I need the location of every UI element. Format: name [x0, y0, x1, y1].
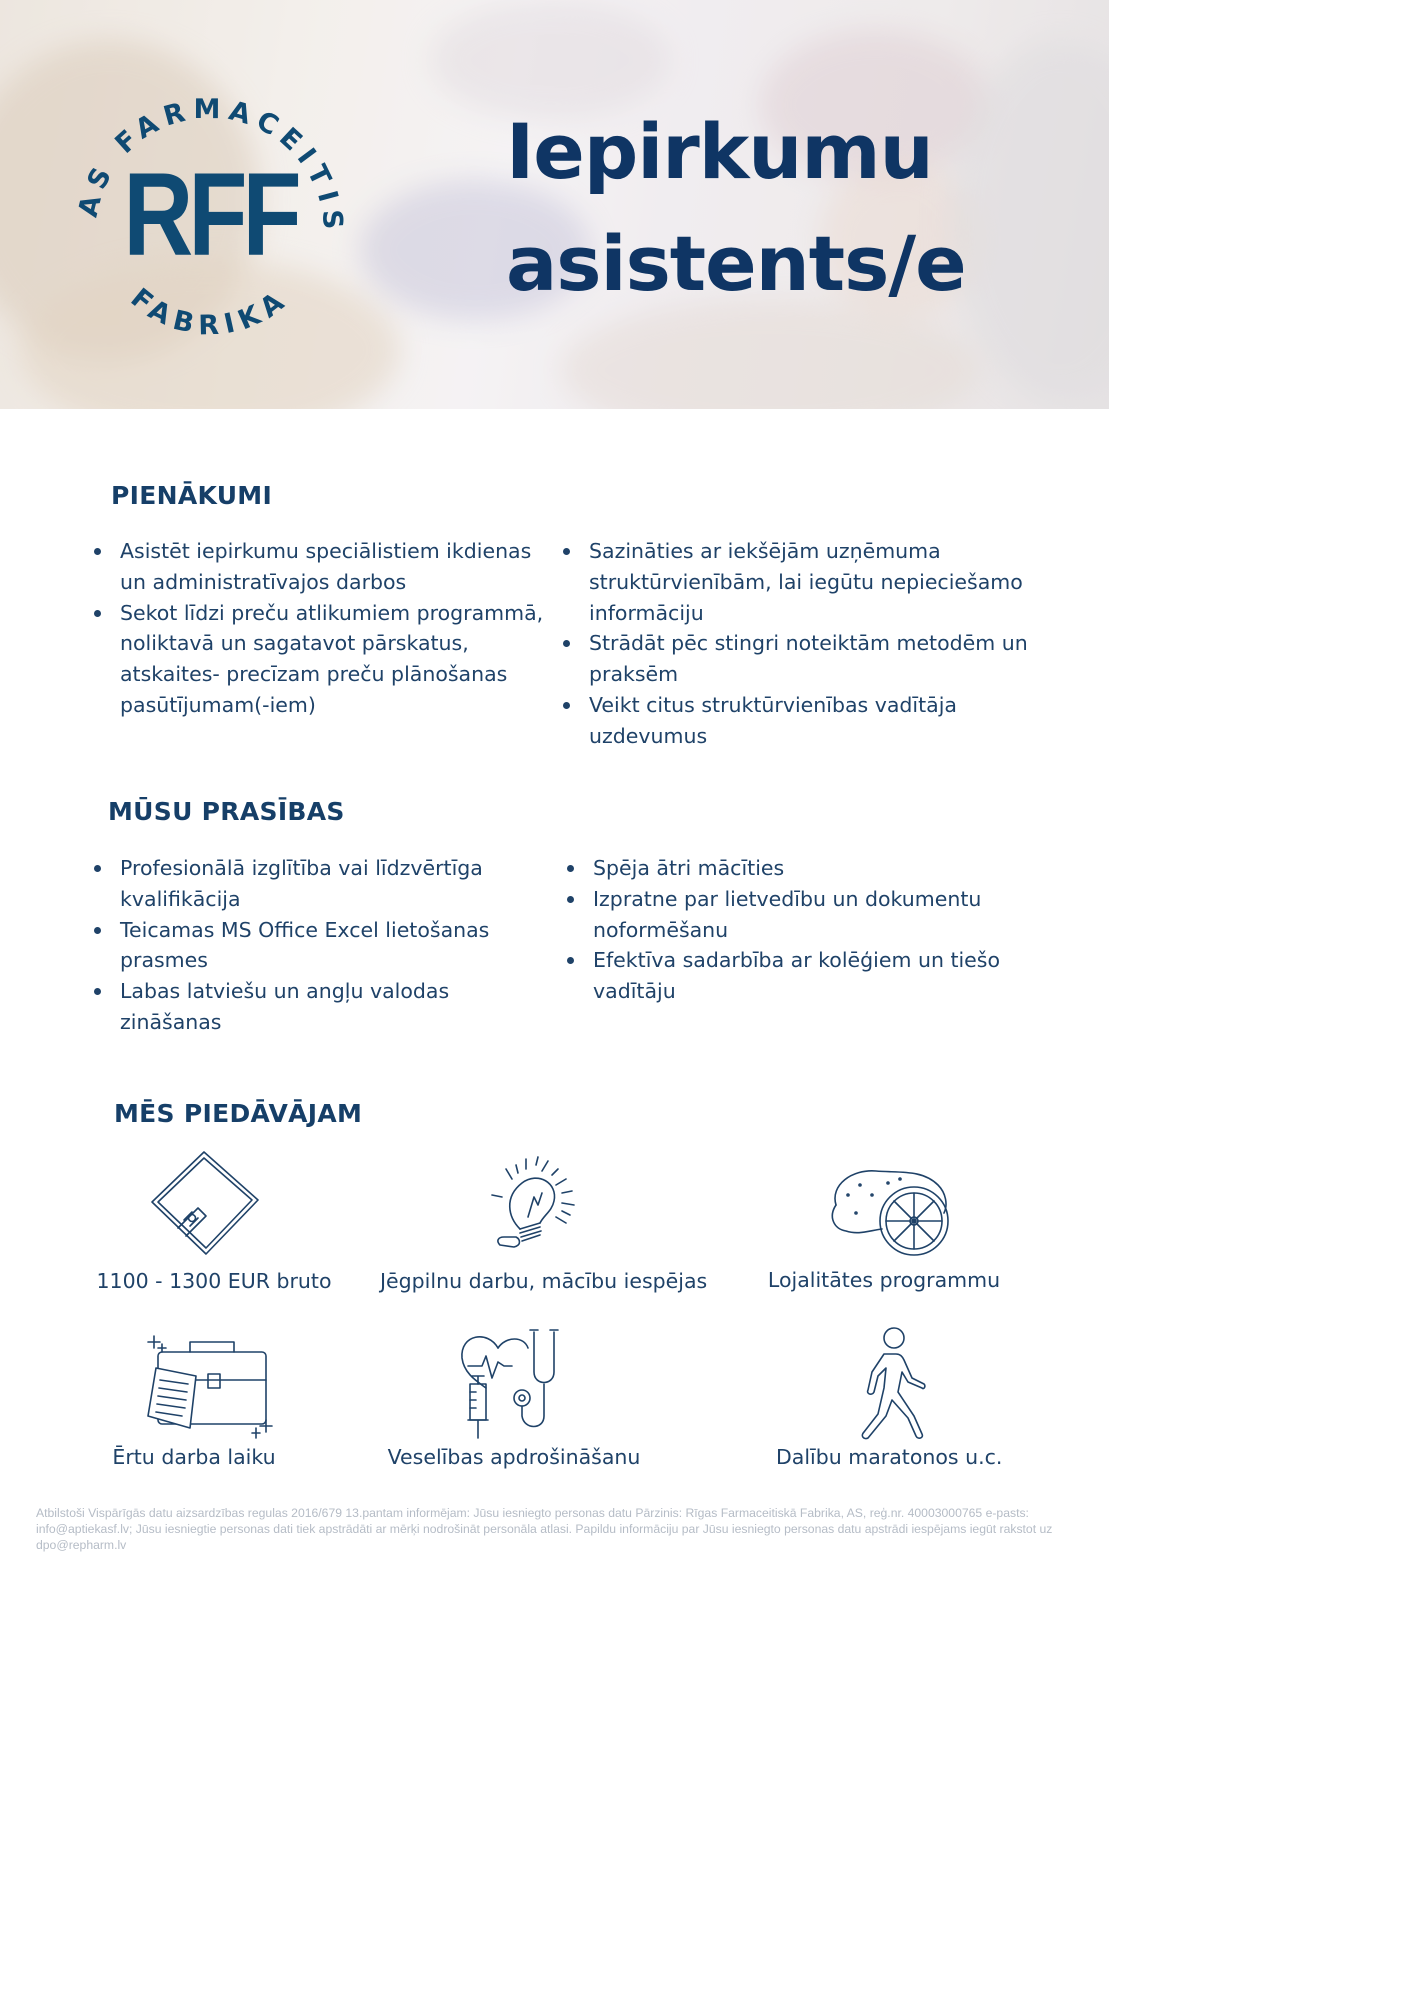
list-item: Asistēt iepirkumu speciālistiem ikdienas un administratīvajos darbos	[94, 536, 544, 598]
requirements-list-right	[567, 853, 1082, 1007]
list-item: Labas latviešu un angļu valodas zināšanas	[94, 976, 514, 1038]
duties-list-right	[563, 536, 1078, 752]
benefit-label: Lojalitātes programmu	[767, 1268, 1001, 1292]
company-logo	[60, 62, 360, 362]
list-item: Spēja ātri mācīties	[567, 853, 1082, 884]
list-item: Efektīva sadarbība ar kolēģiem un tiešo vadītāju	[567, 945, 1082, 1007]
benefit-label: Ērtu darba laiku	[112, 1445, 276, 1469]
wallet-icon	[148, 1150, 260, 1256]
svg-text:FABRIKA: FABRIKA	[124, 282, 296, 342]
list-item: Veikt citus struktūrvienības vadītāja uzdevumus	[563, 690, 1078, 752]
lemon-icon	[828, 1165, 952, 1259]
title-line-2: asistents/e	[506, 219, 966, 308]
header-banner	[0, 0, 1109, 409]
duties-heading: PIENĀKUMI	[111, 481, 273, 510]
list-item: Sekot līdzi preču atlikumiem programmā, noliktavā un sagatavot pārskatus, atskaites- precīzam preču plānošanas pasūtījumam(-iem)	[94, 598, 544, 721]
benefit-label: Jēgpilnu darbu, mācību iespējas	[380, 1269, 708, 1293]
requirements-heading: MŪSU PRASĪBAS	[108, 797, 345, 826]
briefcase-icon	[146, 1328, 278, 1440]
walking-person-icon	[852, 1326, 928, 1440]
title-line-1: Iepirkumu	[506, 107, 933, 196]
svg-text:RFF: RFF	[123, 147, 297, 281]
benefit-label: Dalību maratonos u.c.	[776, 1445, 1003, 1469]
list-item: Teicamas MS Office Excel lietošanas prasmes	[94, 915, 514, 977]
rff-logo-icon	[60, 62, 360, 362]
offer-heading: MĒS PIEDĀVĀJAM	[114, 1099, 363, 1128]
list-item: Izpratne par lietvedību un dokumentu noformēšanu	[567, 884, 1082, 946]
list-item: Profesionālā izglītība vai līdzvērtīga kvalifikācija	[94, 853, 514, 915]
svg-text:RĪGAS FARMACEITISKĀ: AS FARMACEITIS	[72, 93, 349, 238]
privacy-notice: Atbilstoši Vispārīgās datu aizsardzības regulas 2016/679 13.pantam informējam: Jūsu iesniegto personas datu Pārzinis: Rīgas Farmaceitiskā Fabrika, AS, reģ.nr. 40003000765 e-pasts: info@aptiekasf.lv; Jūsu iesniegtie personas dati tiek apstrādāti ar mērķi nodrošināt personāla atlasi. Papildu informāciju par Jūsu iesniegto personas datu apstrādi iespējams iegūt rakstot uz dpo@repharm.lv	[36, 1506, 1053, 1552]
benefit-label: Veselības apdrošināšanu	[387, 1445, 641, 1469]
list-item: Strādāt pēc stingri noteiktām metodēm un praksēm	[563, 628, 1078, 690]
list-item: Sazināties ar iekšējām uzņēmuma struktūrvienībām, lai iegūtu nepieciešamo informāciju	[563, 536, 1078, 628]
page-title	[506, 96, 1066, 320]
lightbulb-icon	[490, 1157, 576, 1252]
benefit-label: 1100 - 1300 EUR bruto	[96, 1269, 332, 1293]
requirements-list-left	[94, 853, 514, 1038]
duties-list-left	[94, 536, 544, 721]
stethoscope-icon	[458, 1326, 570, 1442]
